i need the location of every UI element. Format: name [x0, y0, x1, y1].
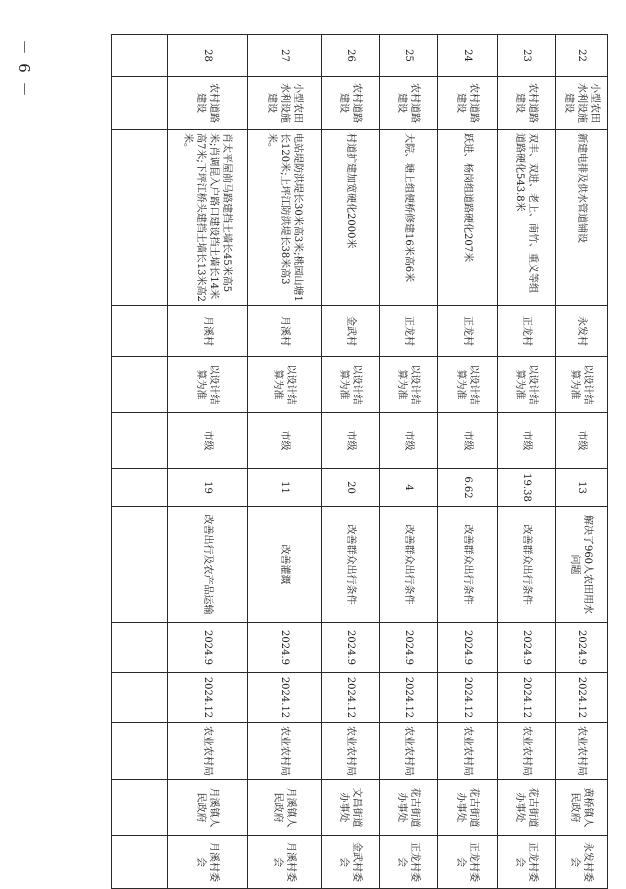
cell-town: 月溪镇人民政府: [168, 780, 248, 836]
cell-benefit: 改善群众出行条件: [380, 507, 438, 623]
cell-start: 2024.9: [248, 623, 322, 673]
cell-end: 2024.12: [556, 673, 608, 723]
blank-cell: [112, 469, 168, 507]
cell-category: 农村道路建设: [322, 77, 380, 130]
cell-funding: 以设计结算为准: [248, 357, 322, 413]
cell-owner: 正龙村委会: [498, 836, 556, 889]
cell-level: 市级: [556, 413, 608, 469]
cell-funding: 以设计结算为准: [322, 357, 380, 413]
cell-content: 新建电排及供水管道铺设: [556, 130, 608, 306]
page-number: － 9 －: [16, 37, 34, 97]
cell-owner: 金武村委会: [322, 836, 380, 889]
cell-benefit: 改善群众出行条件: [438, 507, 498, 623]
cell-content: 大院、塘上组便桥修建16米高6米: [380, 130, 438, 306]
table-row: [168, 35, 248, 889]
cell-village: 正龙村: [380, 306, 438, 357]
cell-department: 农业农村局: [498, 723, 556, 780]
blank-cell: [112, 306, 168, 357]
cell-number: 23: [498, 35, 556, 77]
table-body: [112, 35, 608, 889]
cell-amount: 13: [556, 469, 608, 507]
cell-number: 24: [438, 35, 498, 77]
cell-number: 25: [380, 35, 438, 77]
blank-cell: [112, 723, 168, 780]
cell-village: 正龙村: [438, 306, 498, 357]
cell-owner: 永发村委会: [556, 836, 608, 889]
cell-department: 农业农村局: [322, 723, 380, 780]
cell-level: 市级: [380, 413, 438, 469]
cell-number: 22: [556, 35, 608, 77]
blank-cell: [112, 673, 168, 723]
cell-town: 花古街道办事处: [380, 780, 438, 836]
table-row: [556, 35, 608, 889]
blank-cell: [112, 77, 168, 130]
blank-cell: [112, 413, 168, 469]
cell-category: 农村道路建设: [498, 77, 556, 130]
cell-amount: 11: [248, 469, 322, 507]
cell-start: 2024.9: [438, 623, 498, 673]
table-row: [380, 35, 438, 889]
cell-end: 2024.12: [380, 673, 438, 723]
cell-end: 2024.12: [248, 673, 322, 723]
cell-level: 市级: [498, 413, 556, 469]
cell-category: 农村道路建设: [380, 77, 438, 130]
project-table: [111, 34, 608, 889]
blank-cell: [112, 836, 168, 889]
cell-content: 电站堤防洪堤长30米高3米;桃园山塘1长120米;上坪江防洪堤长38米高3米。: [248, 130, 322, 306]
cell-village: 金武村: [322, 306, 380, 357]
cell-amount: 19: [168, 469, 248, 507]
table-row: [248, 35, 322, 889]
cell-start: 2024.9: [168, 623, 248, 673]
cell-amount: 20: [322, 469, 380, 507]
blank-cell: [112, 357, 168, 413]
cell-content: 肖太平屋前马路建挡土墙长45米高5米;肖调昆入户路口建设挡土墙长14米高7米;下坪江桥头建挡土墙长13米高2米。: [168, 130, 248, 306]
cell-department: 农业农村局: [438, 723, 498, 780]
cell-benefit: 改善出行及农产品运输: [168, 507, 248, 623]
cell-level: 市级: [248, 413, 322, 469]
blank-cell: [112, 35, 168, 77]
cell-funding: 以设计结算为准: [168, 357, 248, 413]
cell-department: 农业农村局: [556, 723, 608, 780]
cell-amount: 6.62: [438, 469, 498, 507]
blank-row: [112, 35, 168, 889]
cell-village: 月溪村: [248, 306, 322, 357]
blank-cell: [112, 130, 168, 306]
cell-start: 2024.9: [498, 623, 556, 673]
table-row: [322, 35, 380, 889]
cell-funding: 以设计结算为准: [438, 357, 498, 413]
cell-category: 小型农田水利设施建设: [556, 77, 608, 130]
cell-benefit: 解决了960人农田用水问题: [556, 507, 608, 623]
cell-owner: 月溪村委会: [168, 836, 248, 889]
cell-department: 农业农村局: [248, 723, 322, 780]
cell-number: 26: [322, 35, 380, 77]
blank-cell: [112, 780, 168, 836]
cell-end: 2024.12: [322, 673, 380, 723]
cell-end: 2024.12: [438, 673, 498, 723]
cell-category: 农村道路建设: [168, 77, 248, 130]
cell-owner: 月溪村委会: [248, 836, 322, 889]
cell-category: 农村道路建设: [438, 77, 498, 130]
cell-category: 小型农田水利设施建设: [248, 77, 322, 130]
table-row: [438, 35, 498, 889]
cell-benefit: 改善群众出行条件: [322, 507, 380, 623]
cell-funding: 以设计结算为准: [498, 357, 556, 413]
rotated-table-frame: [112, 34, 608, 882]
cell-town: 花古街道办事处: [498, 780, 556, 836]
cell-number: 28: [168, 35, 248, 77]
project-table-region: [112, 34, 608, 882]
cell-department: 农业农村局: [380, 723, 438, 780]
cell-town: 花古街道办事处: [438, 780, 498, 836]
cell-town: 文昌街道办事处: [322, 780, 380, 836]
cell-content: 村道扩建加宽硬化2000米: [322, 130, 380, 306]
blank-cell: [112, 623, 168, 673]
cell-level: 市级: [322, 413, 380, 469]
cell-funding: 以设计结算为准: [380, 357, 438, 413]
cell-town: 月溪镇人民政府: [248, 780, 322, 836]
cell-amount: 4: [380, 469, 438, 507]
cell-start: 2024.9: [322, 623, 380, 673]
cell-town: 黄桥镇人民政府: [556, 780, 608, 836]
cell-benefit: 改善灌溉: [248, 507, 322, 623]
table-row: [498, 35, 556, 889]
cell-start: 2024.9: [556, 623, 608, 673]
cell-owner: 正龙村委会: [438, 836, 498, 889]
cell-level: 市级: [168, 413, 248, 469]
cell-content: 双丰、双进、老上、南竹、重义等组道路硬化543.8米: [498, 130, 556, 306]
cell-owner: 正龙村委会: [380, 836, 438, 889]
cell-benefit: 改善群众出行条件: [498, 507, 556, 623]
cell-amount: 19.38: [498, 469, 556, 507]
cell-content: 跃进、杨岗组道路硬化207米: [438, 130, 498, 306]
cell-level: 市级: [438, 413, 498, 469]
blank-cell: [112, 507, 168, 623]
cell-start: 2024.9: [380, 623, 438, 673]
cell-village: 永发村: [556, 306, 608, 357]
cell-village: 月溪村: [168, 306, 248, 357]
cell-department: 农业农村局: [168, 723, 248, 780]
cell-end: 2024.12: [168, 673, 248, 723]
cell-end: 2024.12: [498, 673, 556, 723]
cell-village: 正龙村: [498, 306, 556, 357]
cell-number: 27: [248, 35, 322, 77]
cell-funding: 以设计结算为准: [556, 357, 608, 413]
